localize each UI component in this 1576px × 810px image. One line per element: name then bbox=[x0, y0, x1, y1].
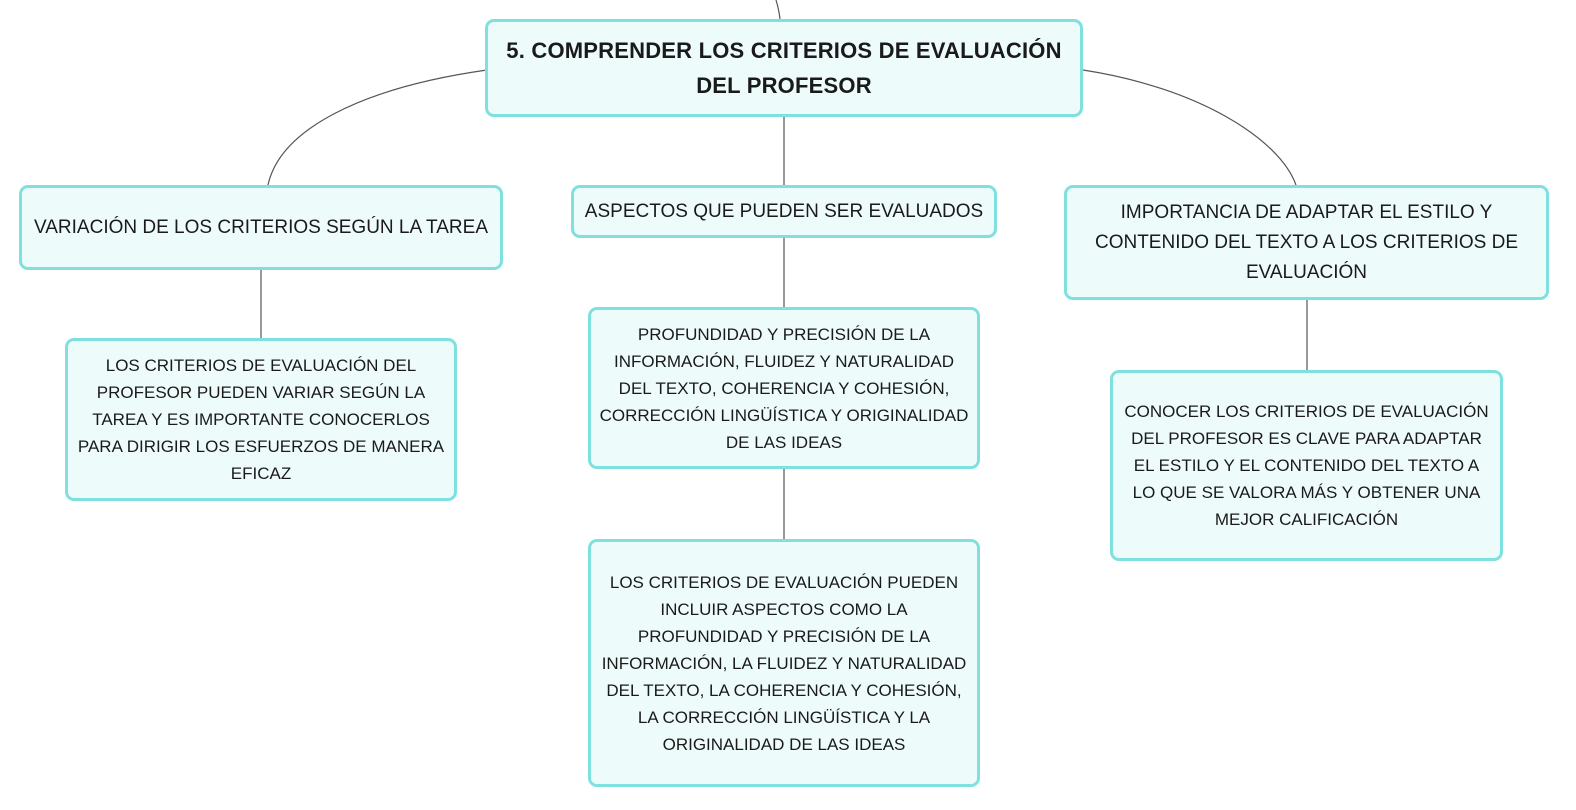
detail-node-label: PROFUNDIDAD Y PRECISIÓN DE LA INFORMACIÓN, FLUIDEZ Y NATURALIDAD DEL TEXTO, COHERENCIA Y COHESIÓN, CORRECCIÓN LINGÜÍSTICA Y ORIGINALIDAD DE LAS IDEAS bbox=[599, 324, 969, 452]
detail-node-label: LOS CRITERIOS DE EVALUACIÓN PUEDEN INCLUIR ASPECTOS COMO LA PROFUNDIDAD Y PRECISIÓN DE LA INFORMACIÓN, LA FLUIDEZ Y NATURALIDAD DEL TEXTO, LA COHERENCIA Y COHESIÓN, LA CORRECCIÓN LINGÜÍSTICA Y LA ORIGINALIDAD DE LAS IDEAS bbox=[601, 572, 967, 754]
topic-node-label: IMPORTANCIA DE ADAPTAR EL ESTILO Y CONTENIDO DEL TEXTO A LOS CRITERIOS DE EVALUACIÓN bbox=[1094, 201, 1519, 283]
root-node[interactable] bbox=[485, 19, 1083, 117]
topic-node-variacion[interactable] bbox=[19, 185, 503, 270]
root-node-label: 5. COMPRENDER LOS CRITERIOS DE EVALUACIÓN DEL PROFESOR bbox=[506, 38, 1062, 98]
detail-node-label: LOS CRITERIOS DE EVALUACIÓN DEL PROFESOR PUEDEN VARIAR SEGÚN LA TAREA Y ES IMPORTANTE CONOCERLOS PARA DIRIGIR LOS ESFUERZOS DE MANERA EFICAZ bbox=[77, 356, 445, 483]
connector-root-to-branch-1 bbox=[268, 70, 487, 185]
topic-node-importancia[interactable] bbox=[1064, 185, 1549, 300]
topic-node-aspectos[interactable] bbox=[571, 185, 997, 238]
detail-node-aspectos-resumen[interactable] bbox=[588, 307, 980, 469]
detail-node-variacion[interactable] bbox=[65, 338, 457, 501]
topic-node-label: VARIACIÓN DE LOS CRITERIOS SEGÚN LA TAREA bbox=[34, 216, 488, 238]
detail-node-importancia[interactable] bbox=[1110, 370, 1503, 561]
connector-root-to-branch-3 bbox=[1083, 70, 1296, 185]
topic-node-label: ASPECTOS QUE PUEDEN SER EVALUADOS bbox=[584, 200, 984, 222]
detail-node-label: CONOCER LOS CRITERIOS DE EVALUACIÓN DEL PROFESOR ES CLAVE PARA ADAPTAR EL ESTILO Y EL CONTENIDO DEL TEXTO A LO QUE SE VALORA MÁS Y OBTENER UNA MEJOR CALIFICACIÓN bbox=[1124, 402, 1489, 529]
detail-node-aspectos-detalle[interactable] bbox=[588, 539, 980, 787]
incoming-connector bbox=[776, 0, 780, 19]
